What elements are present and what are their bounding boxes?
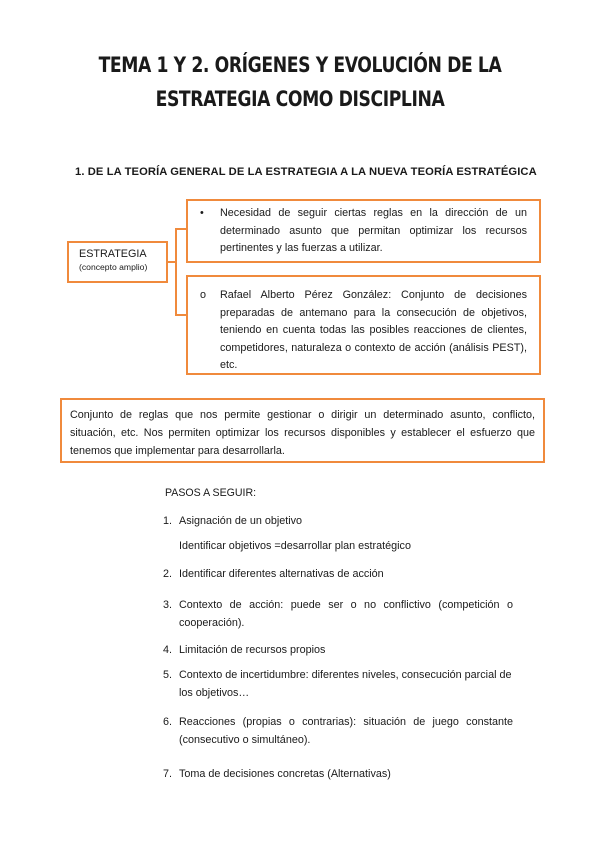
step-number: 3. bbox=[163, 599, 173, 611]
step-text: Limitación de recursos propios bbox=[179, 644, 326, 656]
title-line-2: ESTRATEGIA COMO DISCIPLINA bbox=[155, 87, 445, 111]
connector-vertical bbox=[175, 228, 177, 315]
step-item bbox=[163, 642, 513, 660]
step-text: Asignación de un objetivo bbox=[179, 515, 303, 527]
step-1-note: Identificar objetivos =desarrollar plan estratégico bbox=[179, 540, 411, 552]
step-number: 4. bbox=[163, 644, 173, 656]
strategy-sublabel: (concepto amplio) bbox=[79, 262, 148, 272]
step-text: Reacciones (propias o contrarias): situación de juego constante (consecutivo o simultáneo). bbox=[179, 716, 513, 746]
steps-heading: PASOS A SEGUIR: bbox=[165, 487, 257, 499]
step-number: 2. bbox=[163, 568, 173, 580]
strategy-label: ESTRATEGIA bbox=[79, 248, 147, 260]
step-text: Contexto de incertidumbre: diferentes niveles, consecución parcial de los objetivos… bbox=[179, 669, 512, 699]
step-item bbox=[163, 513, 513, 531]
step-item bbox=[163, 566, 513, 584]
strategy-box bbox=[67, 241, 168, 283]
section-heading: 1. DE LA TEORÍA GENERAL DE LA ESTRATEGIA A LA NUEVA TEORÍA ESTRATÉGICA bbox=[75, 166, 537, 178]
concept-main-text: Necesidad de seguir ciertas reglas en la dirección de un determinado asunto que permitan optimizar los recursos pertinentes y las fuerzas a utilizar. bbox=[220, 207, 527, 254]
circle-bullet-marker: o bbox=[200, 289, 207, 301]
step-number: 1. bbox=[163, 515, 173, 527]
page-title bbox=[54, 48, 546, 116]
bullet-marker: • bbox=[200, 207, 204, 219]
step-number: 6. bbox=[163, 716, 173, 728]
step-text: Identificar diferentes alternativas de acción bbox=[179, 568, 384, 580]
definition-text: Conjunto de reglas que nos permite gestionar o dirigir un determinado asunto, conflicto, situación, etc. Nos permiten optimizar los recursos disponibles y establecer el esfuerzo que tenemos que implementar para desarrollarla. bbox=[70, 409, 535, 457]
step-number: 7. bbox=[163, 768, 173, 780]
step-text: Contexto de acción: puede ser o no conflictivo (competición o cooperación). bbox=[179, 599, 513, 629]
step-item bbox=[163, 597, 513, 632]
concept-author-text: Rafael Alberto Pérez González: Conjunto de decisiones preparadas de antemano para la consecución de objetivos, teniendo en cuenta todas las posibles reacciones de clientes, competidores, naturaleza o contexto de acción (análisis PEST), etc. bbox=[220, 289, 527, 371]
concept-box-author bbox=[186, 275, 541, 375]
title-line-1: TEMA 1 Y 2. ORÍGENES Y EVOLUCIÓN DE LA bbox=[98, 53, 502, 77]
step-item bbox=[163, 667, 513, 702]
step-text: Toma de decisiones concretas (Alternativas) bbox=[179, 768, 391, 780]
concept-box-main bbox=[186, 199, 541, 263]
definition-box bbox=[60, 398, 545, 463]
step-number: 5. bbox=[163, 669, 173, 681]
step-item bbox=[163, 766, 513, 784]
step-item bbox=[163, 714, 513, 749]
